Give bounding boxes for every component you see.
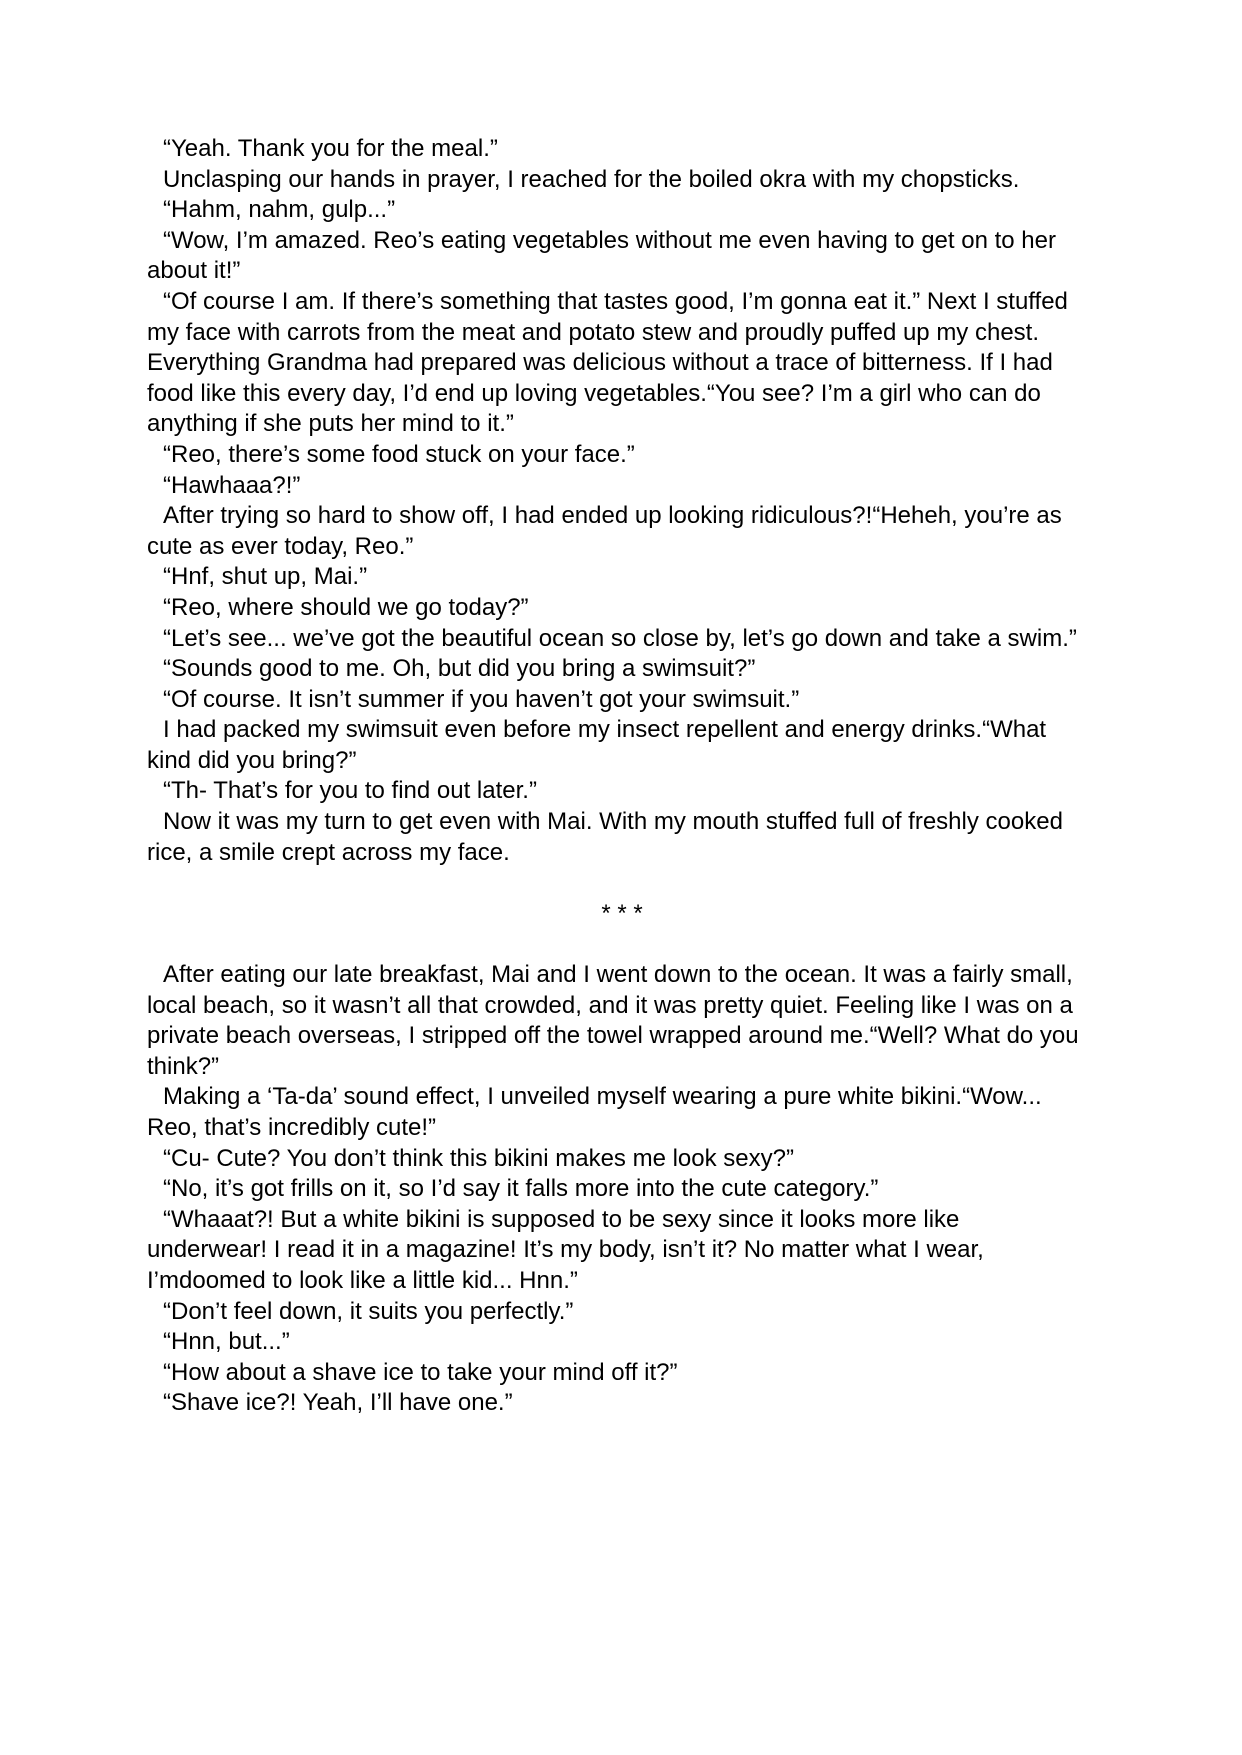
text-line: anything if she puts her mind to it.” (147, 410, 514, 438)
paragraph (147, 440, 1097, 471)
text-line: think?” (147, 1052, 220, 1080)
text-line: “Whaaat?! But a white bikini is supposed to be sexy since it looks more like (163, 1205, 960, 1233)
text-line: After trying so hard to show off, I had ended up looking ridiculous?!“Heheh, you’re as (163, 502, 1062, 530)
text-line: After eating our late breakfast, Mai and I went down to the ocean. It was a fairly small, (163, 961, 1073, 989)
text-line: “How about a shave ice to take your mind off it?” (163, 1358, 678, 1386)
text-line: rice, a smile crept across my face. (147, 838, 510, 866)
paragraph (147, 1082, 1097, 1143)
paragraph (147, 654, 1097, 685)
scene-separator (147, 868, 1097, 960)
text-line: my face with carrots from the meat and potato stew and proudly puffed up my chest. (147, 318, 1040, 346)
paragraph (147, 501, 1097, 562)
paragraph (147, 807, 1097, 868)
text-line: food like this every day, I’d end up loving vegetables.“You see? I’m a girl who can do (147, 379, 1041, 407)
paragraph (147, 562, 1097, 593)
text-line: “Hnf, shut up, Mai.” (163, 563, 368, 591)
text-line: kind did you bring?” (147, 746, 357, 774)
paragraph (147, 1388, 1097, 1419)
text-line: “No, it’s got frills on it, so I’d say it falls more into the cute category.” (163, 1175, 879, 1203)
paragraph (147, 1144, 1097, 1175)
text-line: local beach, so it wasn’t all that crowded, and it was pretty quiet. Feeling like I was on a (147, 991, 1073, 1019)
text-line: “Sounds good to me. Oh, but did you bring a swimsuit?” (163, 655, 756, 683)
text-line: “Don’t feel down, it suits you perfectly.” (163, 1297, 574, 1325)
paragraph (147, 1358, 1097, 1389)
text-line: “Yeah. Thank you for the meal.” (163, 135, 498, 162)
paragraph (147, 776, 1097, 807)
text-line: “Th- That’s for you to find out later.” (163, 777, 537, 805)
paragraph (147, 1174, 1097, 1205)
paragraph (147, 287, 1097, 440)
text-line: Reo, that’s incredibly cute!” (147, 1114, 437, 1142)
text-line: “Let’s see... we’ve got the beautiful ocean so close by, let’s go down and take a swim.” (163, 624, 1077, 652)
paragraph (147, 134, 1097, 165)
paragraph (147, 685, 1097, 716)
paragraph (147, 195, 1097, 226)
text-line: “Hawhaaa?!” (163, 471, 301, 499)
paragraph (147, 624, 1097, 655)
paragraph (147, 165, 1097, 196)
text-line: cute as ever today, Reo.” (147, 532, 414, 560)
text-line: “Reo, there’s some food stuck on your face.” (163, 440, 635, 468)
paragraph (147, 593, 1097, 624)
text-line: Now it was my turn to get even with Mai. With my mouth stuffed full of freshly cooked (163, 808, 1063, 836)
text-line: “Shave ice?! Yeah, I’ll have one.” (163, 1389, 513, 1417)
text-line: Making a ‘Ta-da’ sound effect, I unveiled myself wearing a pure white bikini.“Wow... (163, 1083, 1042, 1111)
paragraph (147, 715, 1097, 776)
paragraph (147, 1297, 1097, 1328)
text-line: Unclasping our hands in prayer, I reached for the boiled okra with my chopsticks. (163, 165, 1020, 193)
text-line: “Hnn, but...” (163, 1328, 290, 1356)
text-line: “Reo, where should we go today?” (163, 593, 529, 621)
paragraph (147, 1327, 1097, 1358)
text-line: “Of course I am. If there’s something that tastes good, I’m gonna eat it.” Next I stuffed (163, 287, 1068, 315)
text-line: “Hahm, nahm, gulp...” (163, 196, 396, 224)
section-breakfast (147, 134, 1097, 868)
text-line: I’mdoomed to look like a little kid... Hnn.” (147, 1266, 578, 1294)
document-page (147, 134, 1097, 1419)
separator-text: * * * (601, 899, 643, 927)
paragraph (147, 960, 1097, 1082)
paragraph (147, 471, 1097, 502)
paragraph (147, 1205, 1097, 1297)
text-line: about it!” (147, 257, 241, 285)
text-line: “Of course. It isn’t summer if you haven’t got your swimsuit.” (163, 685, 800, 713)
paragraph (147, 226, 1097, 287)
section-beach (147, 960, 1097, 1419)
text-line: “Wow, I’m amazed. Reo’s eating vegetables without me even having to get on to her (163, 226, 1056, 254)
text-line: I had packed my swimsuit even before my insect repellent and energy drinks.“What (163, 716, 1047, 744)
text-line: Everything Grandma had prepared was delicious without a trace of bitterness. If I had (147, 349, 1053, 377)
text-line: underwear! I read it in a magazine! It’s my body, isn’t it? No matter what I wear, (147, 1236, 984, 1264)
text-line: private beach overseas, I stripped off the towel wrapped around me.“Well? What do you (147, 1022, 1079, 1050)
text-line: “Cu- Cute? You don’t think this bikini makes me look sexy?” (163, 1144, 794, 1172)
